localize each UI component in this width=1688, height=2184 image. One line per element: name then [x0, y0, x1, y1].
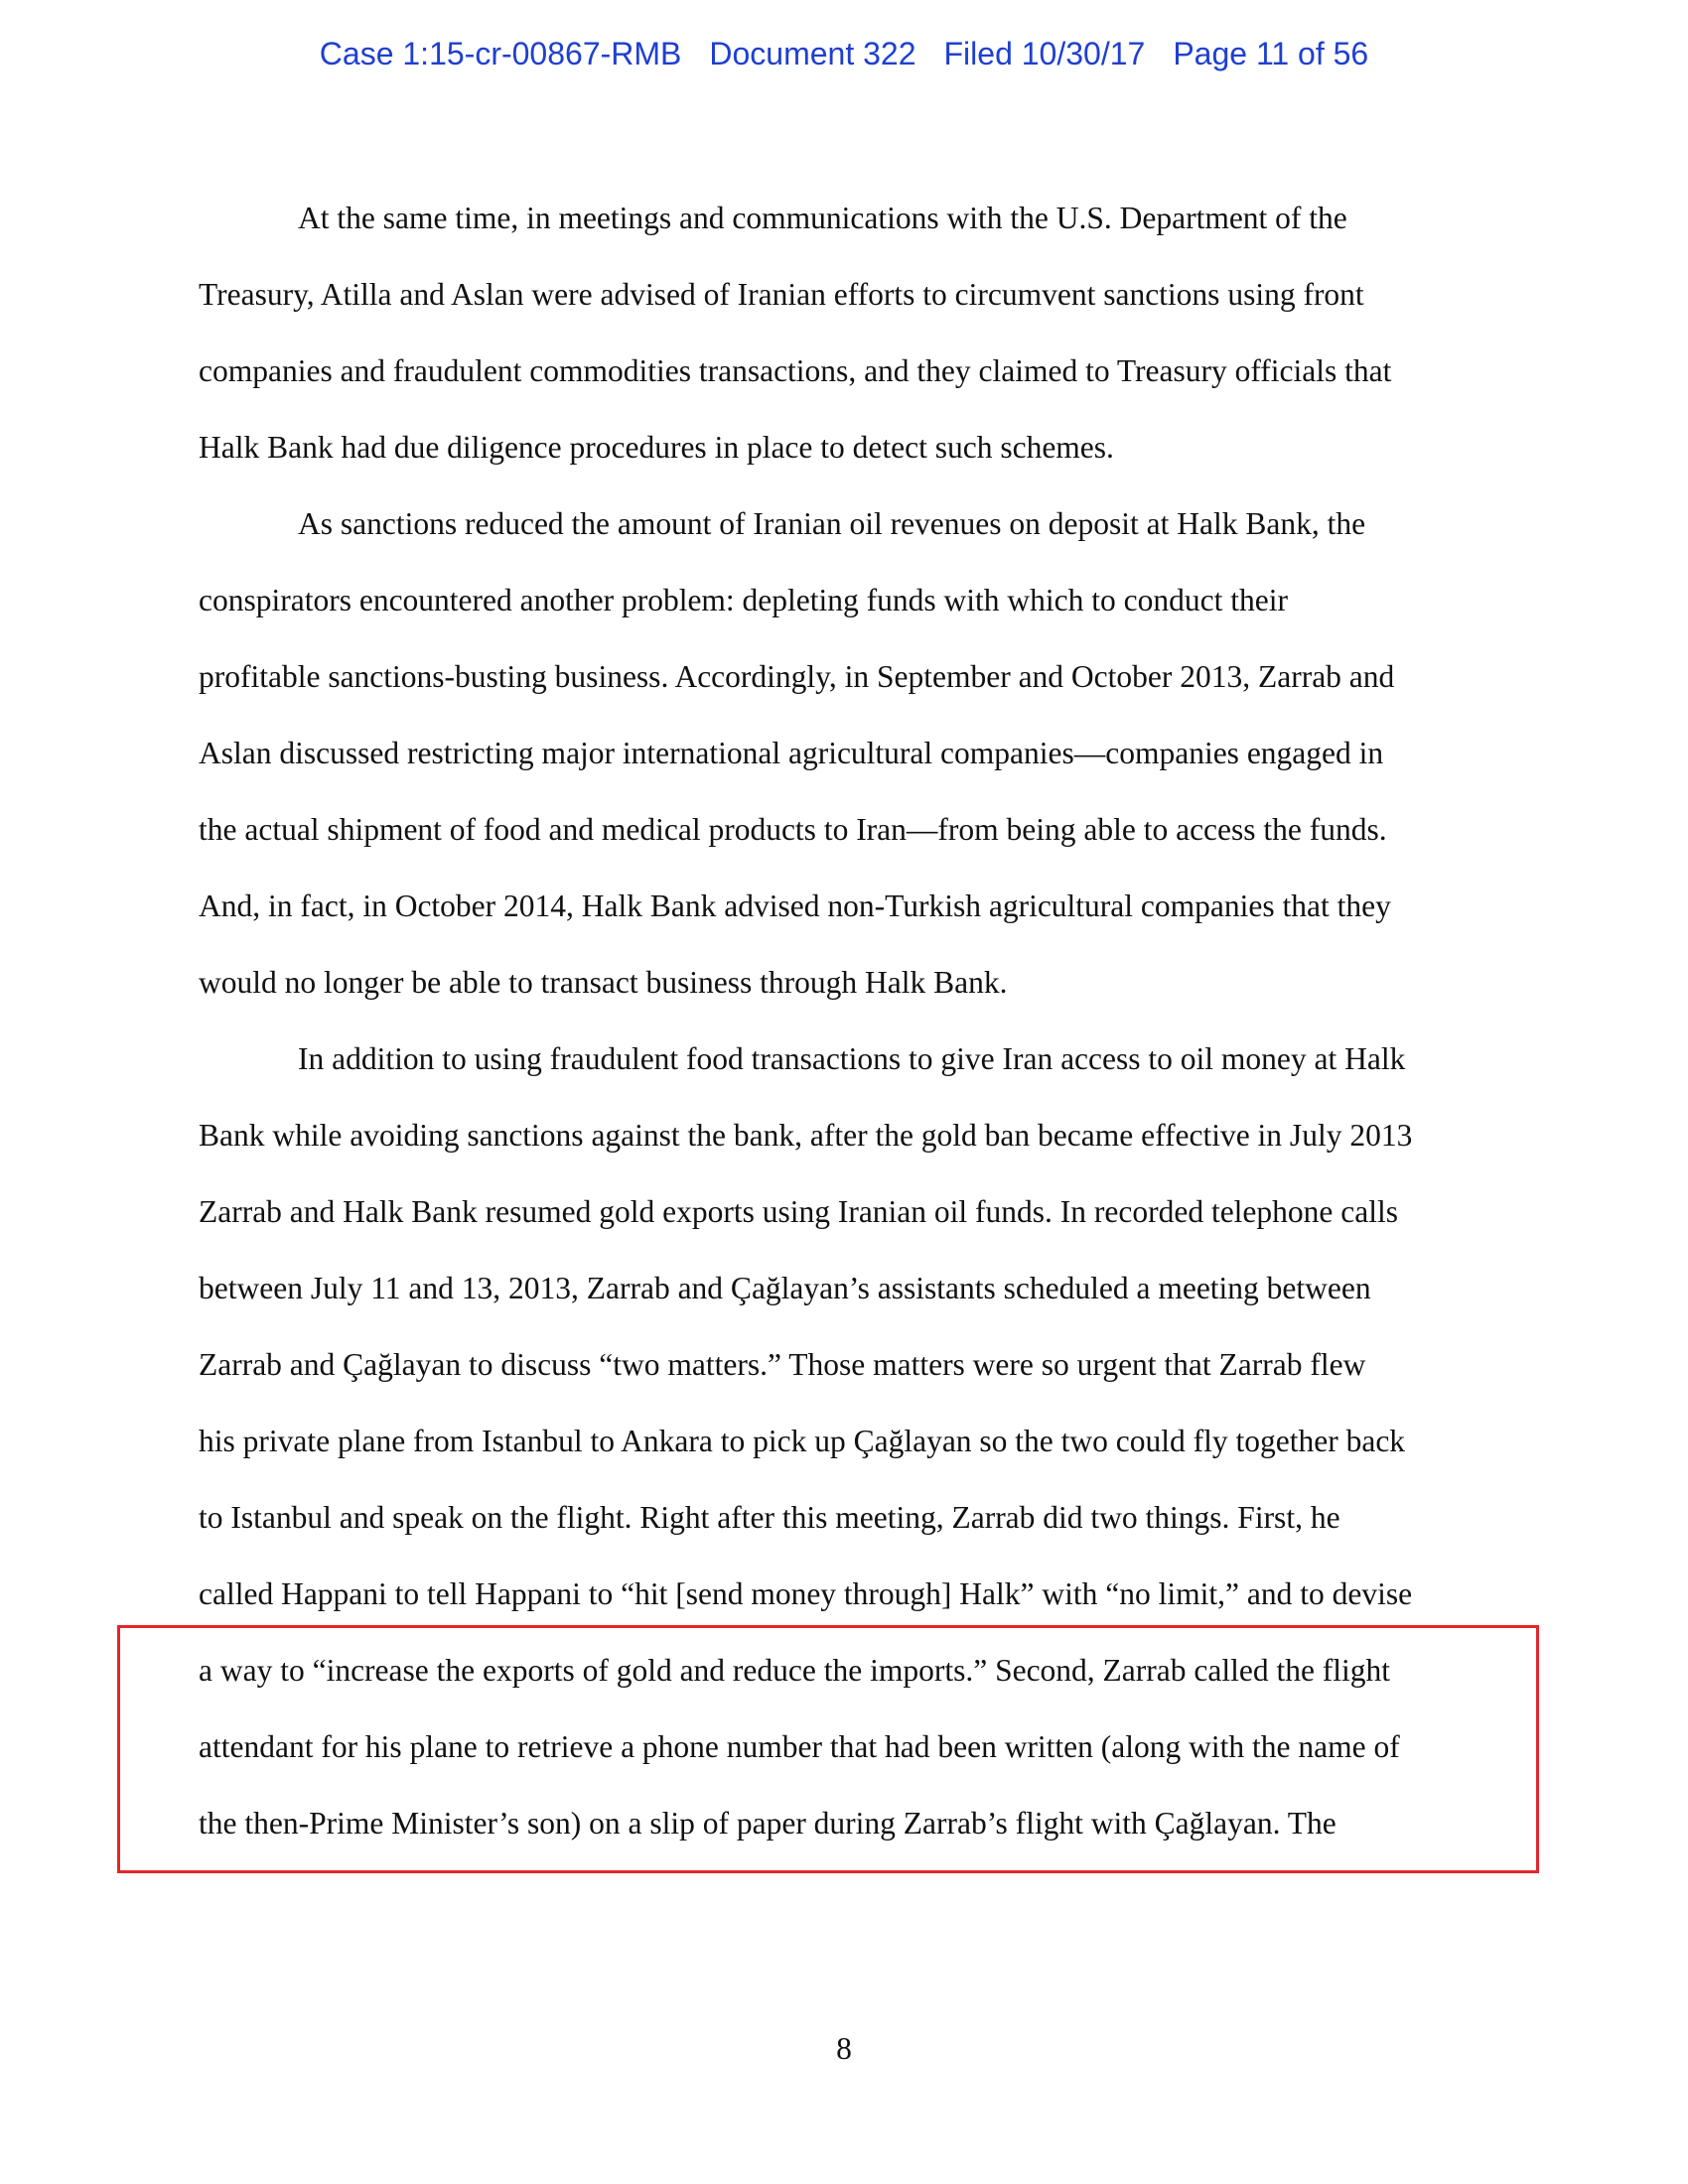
case-number: Case 1:15-cr-00867-RMB: [319, 36, 682, 71]
text-line: In addition to using fraudulent food transactions to give Iran access to oil money at Halk: [298, 1041, 1406, 1076]
text-line: conspirators encountered another problem: depleting funds with which to conduct their: [199, 583, 1288, 617]
highlight-box: [117, 1625, 1539, 1873]
text-line: a way to “increase the exports of gold and reduce the imports.” Second, Zarrab called the flight: [199, 1653, 1391, 1688]
text-line: would no longer be able to transact business through Halk Bank.: [199, 965, 1008, 1000]
text-line: As sanctions reduced the amount of Iranian oil revenues on deposit at Halk Bank, the: [298, 506, 1366, 541]
page-number: 8: [836, 2031, 852, 2066]
text-line: the then-Prime Minister’s son) on a slip of paper during Zarrab’s flight with Çağlayan. The: [199, 1806, 1336, 1841]
text-line: Halk Bank had due diligence procedures in place to detect such schemes.: [199, 430, 1114, 465]
text-line: attendant for his plane to retrieve a phone number that had been written (along with the name of: [199, 1729, 1400, 1764]
text-line: Zarrab and Halk Bank resumed gold exports using Iranian oil funds. In recorded telephone calls: [199, 1194, 1398, 1229]
text-line: Aslan discussed restricting major international agricultural companies—companies engaged in: [199, 736, 1384, 770]
text-line: And, in fact, in October 2014, Halk Bank advised non-Turkish agricultural companies that they: [199, 888, 1391, 923]
text-line: to Istanbul and speak on the flight. Right after this meeting, Zarrab did two things. First, he: [199, 1500, 1340, 1535]
text-line: Treasury, Atilla and Aslan were advised of Iranian efforts to circumvent sanctions using front: [199, 277, 1364, 312]
document-number: Document 322: [709, 36, 916, 71]
text-line: Zarrab and Çağlayan to discuss “two matters.” Those matters were so urgent that Zarrab flew: [199, 1347, 1366, 1382]
text-line: called Happani to tell Happani to “hit [send money through] Halk” with “no limit,” and to devise: [199, 1576, 1413, 1611]
case-header: [0, 36, 1688, 72]
filed-date: Filed 10/30/17: [943, 36, 1146, 71]
text-line: between July 11 and 13, 2013, Zarrab and Çağlayan’s assistants scheduled a meeting between: [199, 1271, 1371, 1305]
text-line: the actual shipment of food and medical products to Iran—from being able to access the funds.: [199, 812, 1387, 847]
text-line: At the same time, in meetings and communications with the U.S. Department of the: [298, 201, 1347, 235]
text-line: profitable sanctions-busting business. Accordingly, in September and October 2013, Zarrab and: [199, 659, 1395, 694]
text-line: Bank while avoiding sanctions against the bank, after the gold ban became effective in July 2013: [199, 1118, 1413, 1153]
text-line: his private plane from Istanbul to Ankara to pick up Çağlayan so the two could fly together back: [199, 1424, 1406, 1458]
page-indicator: Page 11 of 56: [1173, 36, 1369, 71]
text-line: companies and fraudulent commodities transactions, and they claimed to Treasury officials that: [199, 353, 1392, 388]
